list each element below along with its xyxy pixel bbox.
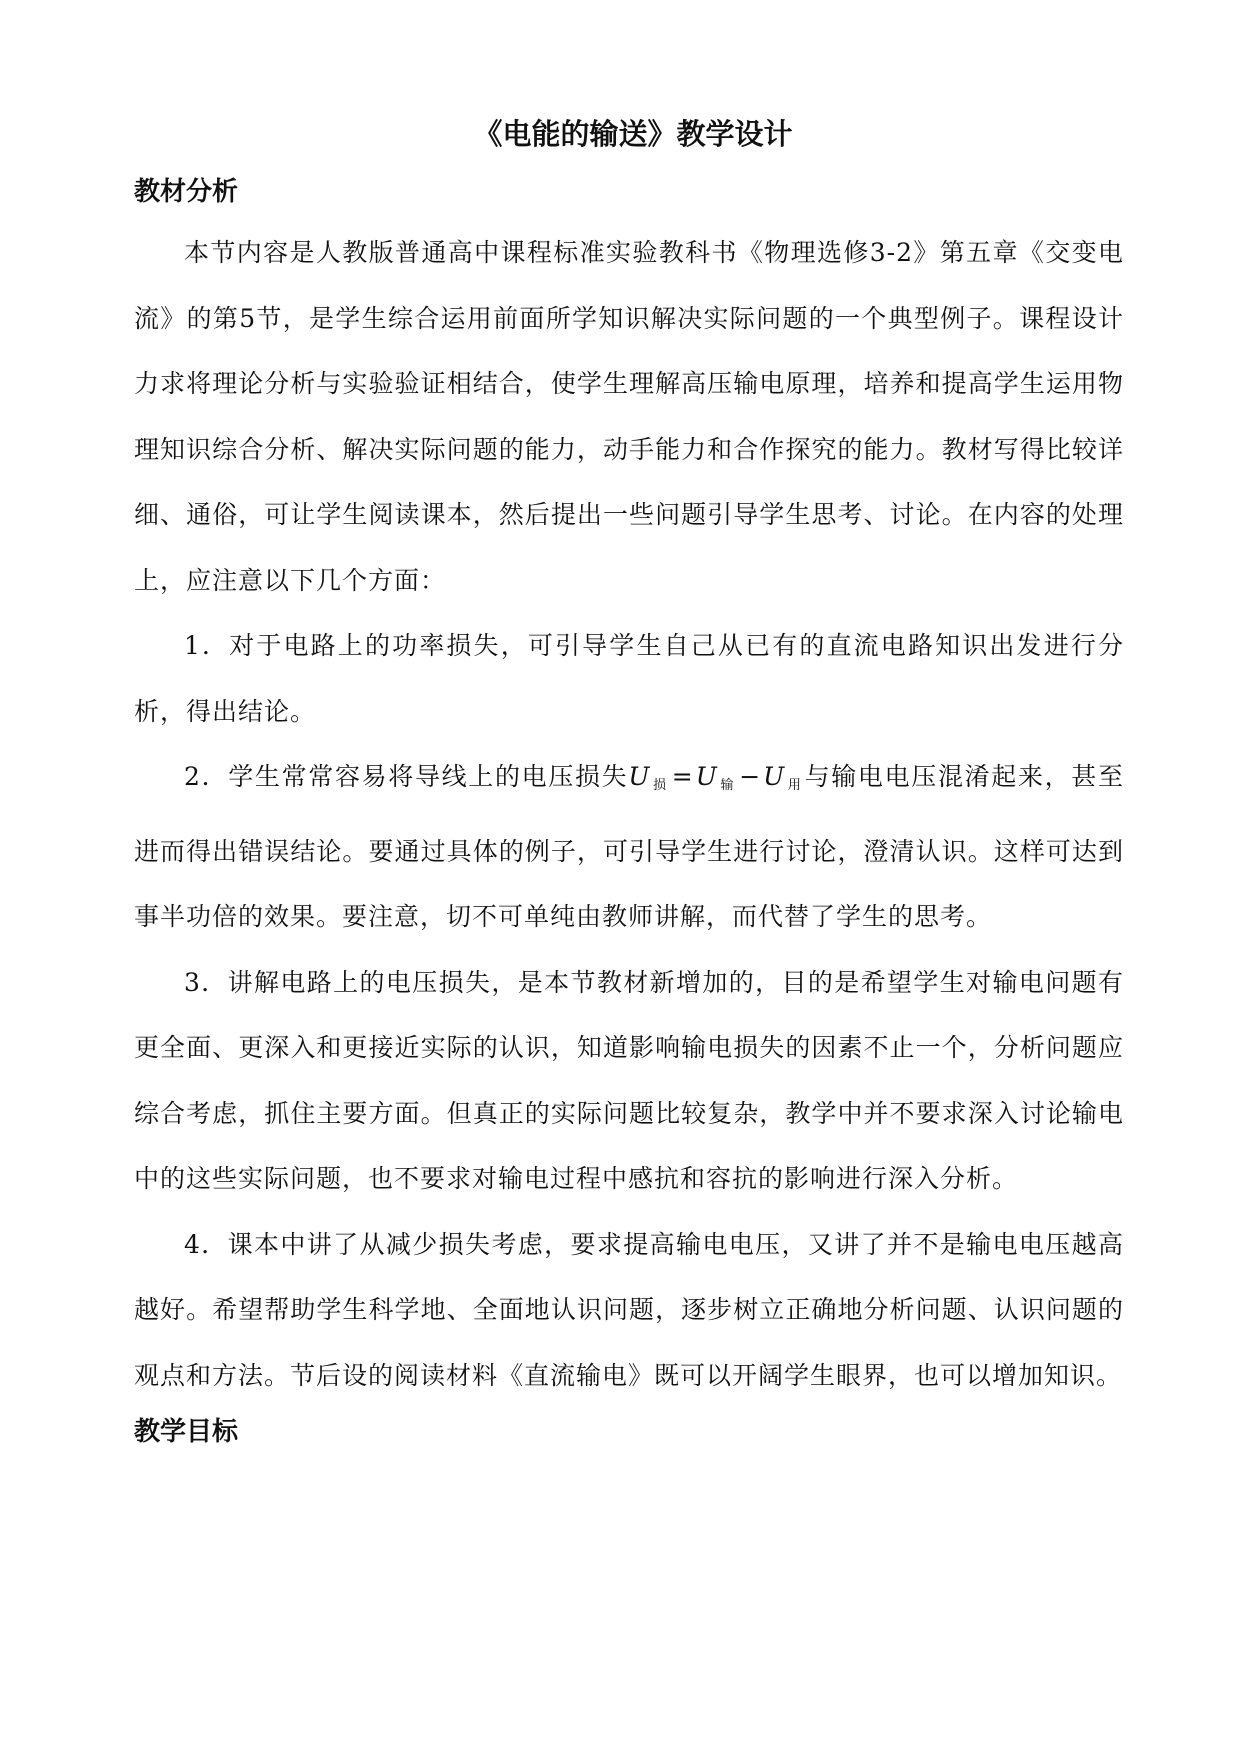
- formula-sub-use: 用: [787, 778, 803, 793]
- section-heading-textbook-analysis: 教材分析: [134, 177, 239, 207]
- document-page: [134, 108, 1124, 1460]
- document-title: 《电能的输送》教学设计: [473, 117, 793, 151]
- paragraph-point-3: 3．讲解电路上的电压损失，是本节教材新增加的，目的是希望学生对输电问题有更全面、更深入和更接近实际的认识，知道影响输电损失的因素不止一个，分析问题应综合考虑，抓住主要方面。但真正的实际问题比较复杂，教学中并不要求深入讨论输电中的这些实际问题，也不要求对输电过程中感抗和容抗的影响进行深入分析。: [134, 967, 1124, 1193]
- formula-u-transmit: U: [695, 762, 718, 791]
- voltage-loss-formula: [628, 762, 804, 791]
- section-heading-teaching-objectives: 教学目标: [134, 1417, 239, 1447]
- paragraph-point-2: [134, 744, 1124, 950]
- formula-sub-loss: 损: [652, 778, 668, 793]
- paragraph-point-1: 1．对于电路上的功率损失，可引导学生自己从已有的直流电路知识出发进行分析，得出结论。: [134, 631, 1124, 726]
- formula-u-use: U: [763, 762, 786, 791]
- paragraph-point-4: 4．课本中讲了从减少损失考虑，要求提高输电电压，又讲了并不是输电电压越高越好。希望帮助学生科学地、全面地认识问题，逐步树立正确地分析问题、认识问题的观点和方法。节后设的阅读材料《直流输电》既可以开阔学生眼界，也可以增加知识。: [134, 1229, 1124, 1390]
- formula-equals: =: [671, 762, 694, 791]
- formula-minus: −: [739, 762, 762, 791]
- point-2-text-before: 2．学生常常容易将导线上的电压损失: [184, 762, 629, 791]
- paragraph-intro: 本节内容是人教版普通高中课程标准实验教科书《物理选修3-2》第五章《交变电流》的第5节，是学生综合运用前面所学知识解决实际问题的一个典型例子。课程设计力求将理论分析与实验验证相结合，使学生理解高压输电原理，培养和提高学生运用物理知识综合分析、解决实际问题的能力，动手能力和合作探究的能力。教材写得比较详细、通俗，可让学生阅读课本，然后提出一些问题引导学生思考、讨论。在内容的处理上，应注意以下几个方面：: [134, 238, 1124, 595]
- point-2-text-after: 与输电电压混淆起来，甚至进而得出错误结论。要通过具体的例子，可引导学生进行讨论，澄清认识。这样可达到事半功倍的效果。要注意，切不可单纯由教师讲解，而代替了学生的思考。: [134, 762, 1124, 931]
- formula-sub-transmit: 输: [719, 778, 736, 793]
- formula-u-loss: U: [628, 762, 651, 791]
